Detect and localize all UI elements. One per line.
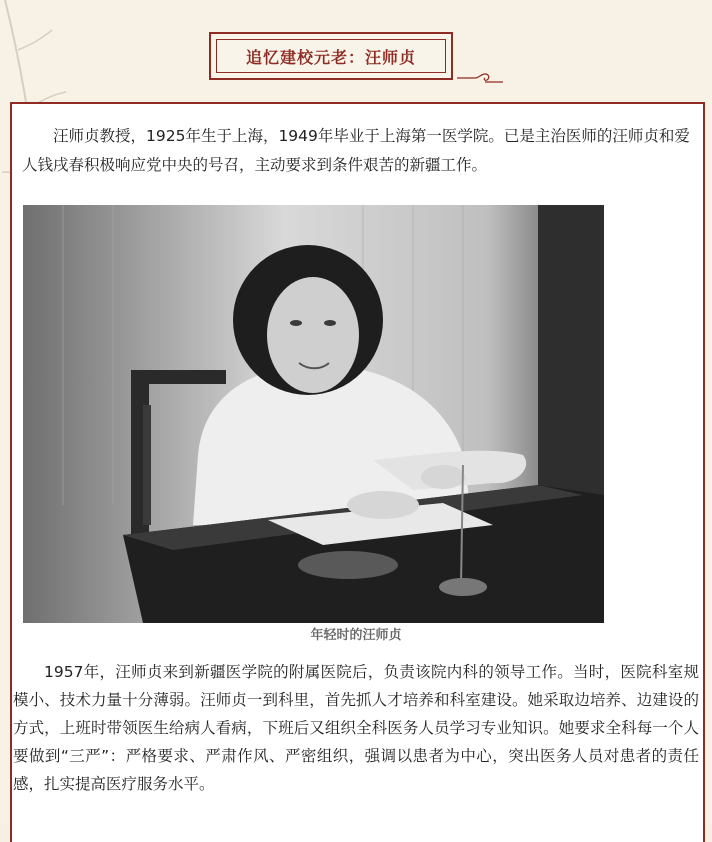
cloud-ornament-icon bbox=[455, 68, 505, 88]
portrait-photo bbox=[23, 205, 604, 623]
photo-caption: 年轻时的汪师贞 bbox=[310, 628, 402, 643]
title-banner bbox=[209, 32, 457, 84]
intro-paragraph: 汪师贞教授，1925年生于上海，1949年毕业于上海第一医学院。已是主治医师的汪师贞和爱人钱戌春积极响应党中央的号召，主动要求到条件艰苦的新疆工作。 bbox=[22, 127, 690, 174]
title-frame bbox=[209, 32, 453, 80]
body-paragraph: 1957年，汪师贞来到新疆医学院的附属医院后，负责该院内科的领导工作。当时，医院科室规模小、技术力量十分薄弱。汪师贞一到科里，首先抓人才培养和科室建设。她采取边培养、边建设的方式，上班时带领医生给病人看病，下班后又组织全科医务人员学习专业知识。她要求全科每一个人要做到“三严”：严格要求、严肃作风、严密组织，强调以患者为中心，突出医务人员对患者的责任感，扎实提高医疗服务水平。 bbox=[13, 663, 699, 793]
title-frame-inner bbox=[216, 39, 446, 73]
page-title: 追忆建校元老：汪师贞 bbox=[245, 47, 416, 67]
portrait-image bbox=[23, 205, 604, 623]
